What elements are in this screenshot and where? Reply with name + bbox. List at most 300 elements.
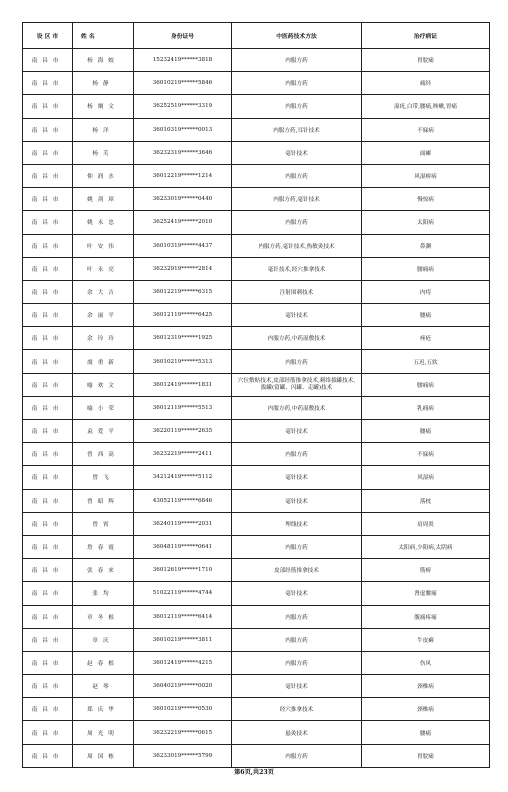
disease-cell-text: 面瘫 bbox=[419, 150, 432, 157]
method-cell bbox=[232, 651, 362, 674]
id-number-cell bbox=[134, 211, 232, 234]
method-cell bbox=[232, 72, 362, 95]
city-cell bbox=[23, 234, 73, 257]
id-number-cell bbox=[134, 721, 232, 744]
table-row bbox=[23, 489, 490, 512]
disease-cell-text: 胃脘痛 bbox=[417, 58, 434, 65]
id-number-cell bbox=[134, 95, 232, 118]
id-number-cell-text: 43052119******6846 bbox=[152, 497, 213, 504]
disease-cell bbox=[362, 118, 490, 141]
id-number-cell bbox=[134, 72, 232, 95]
city-cell-text: 南昌市 bbox=[31, 197, 64, 204]
id-number-cell-text: 36233019******0440 bbox=[152, 196, 213, 203]
method-cell bbox=[232, 535, 362, 558]
city-cell-text: 南昌市 bbox=[31, 660, 64, 667]
method-cell-text: 悬灸技术 bbox=[285, 730, 308, 737]
method-cell-text: 内服方药,毫针技术,热敏灸技术 bbox=[258, 243, 335, 250]
method-cell-text: 内服方药,耳针技术 bbox=[273, 127, 320, 134]
method-cell bbox=[232, 582, 362, 605]
table-row bbox=[23, 559, 490, 582]
city-cell bbox=[23, 559, 73, 582]
disease-cell-text: 腰痛病 bbox=[417, 266, 434, 273]
table-row bbox=[23, 744, 490, 767]
table-row bbox=[23, 118, 490, 141]
method-cell-text: 毫针技术 bbox=[285, 591, 308, 598]
method-cell-text: 毫针技术 bbox=[285, 150, 308, 157]
name-cell-text: 郑庆华 bbox=[87, 707, 119, 714]
id-number-cell bbox=[134, 466, 232, 489]
name-cell bbox=[73, 559, 134, 582]
method-cell bbox=[232, 443, 362, 466]
id-number-cell bbox=[134, 141, 232, 164]
name-cell-text: 袁爱平 bbox=[87, 429, 119, 436]
name-cell bbox=[73, 234, 134, 257]
method-cell bbox=[232, 744, 362, 767]
id-number-cell-text: 36233019******5799 bbox=[152, 752, 213, 759]
method-cell-text: 毫针技术 bbox=[285, 684, 308, 691]
table-row bbox=[23, 721, 490, 744]
id-number-cell bbox=[134, 49, 232, 72]
disease-cell bbox=[362, 489, 490, 512]
disease-cell bbox=[362, 559, 490, 582]
id-number-cell bbox=[134, 605, 232, 628]
disease-cell-text: 五迟,五软 bbox=[413, 359, 438, 366]
city-cell bbox=[23, 72, 73, 95]
method-cell bbox=[232, 188, 362, 211]
name-cell-text: 赵琴 bbox=[92, 684, 114, 691]
table-row bbox=[23, 628, 490, 651]
id-number-cell bbox=[134, 489, 232, 512]
id-number-cell bbox=[134, 164, 232, 187]
disease-cell bbox=[362, 164, 490, 187]
header-city: 设 区 市 bbox=[23, 23, 73, 49]
id-number-cell-text: 36012419******1831 bbox=[152, 381, 213, 388]
method-cell-text: 内服方药 bbox=[285, 637, 308, 644]
name-cell-text: 曾霄 bbox=[92, 521, 114, 528]
method-cell bbox=[232, 721, 362, 744]
disease-cell-text: 内痔 bbox=[419, 289, 432, 296]
id-number-cell bbox=[134, 582, 232, 605]
method-cell-text: 内服方药,毫针技术 bbox=[273, 197, 320, 204]
table-row bbox=[23, 95, 490, 118]
method-cell bbox=[232, 512, 362, 535]
table-row bbox=[23, 164, 490, 187]
name-cell bbox=[73, 651, 134, 674]
disease-cell-text: 伤风 bbox=[419, 660, 432, 667]
name-cell-text: 叶永亮 bbox=[87, 266, 119, 273]
id-number-cell-text: 36012319******1925 bbox=[152, 335, 213, 342]
disease-cell bbox=[362, 512, 490, 535]
id-number-cell bbox=[134, 651, 232, 674]
table-row bbox=[23, 373, 490, 396]
id-number-cell-text: 36040219******0020 bbox=[152, 683, 213, 690]
method-cell-text: 埋线技术 bbox=[285, 521, 308, 528]
disease-cell-text: 腰痛 bbox=[419, 730, 432, 737]
city-cell bbox=[23, 118, 73, 141]
city-cell-text: 南昌市 bbox=[31, 359, 64, 366]
name-cell-text: 仰润水 bbox=[87, 174, 119, 181]
city-cell bbox=[23, 257, 73, 280]
name-cell bbox=[73, 373, 134, 396]
name-cell bbox=[73, 280, 134, 303]
id-number-cell bbox=[134, 559, 232, 582]
id-number-cell-text: 36252419******2010 bbox=[152, 219, 213, 226]
name-cell-text: 喻小荣 bbox=[87, 405, 119, 412]
certificate-table bbox=[22, 22, 490, 768]
disease-cell-text: 腰痛病 bbox=[417, 382, 434, 389]
id-number-cell bbox=[134, 420, 232, 443]
disease-cell bbox=[362, 141, 490, 164]
name-cell bbox=[73, 466, 134, 489]
id-number-cell bbox=[134, 234, 232, 257]
table-row bbox=[23, 234, 490, 257]
city-cell bbox=[23, 512, 73, 535]
id-number-cell-text: 15232419******3818 bbox=[152, 57, 213, 64]
id-number-cell bbox=[134, 535, 232, 558]
disease-cell bbox=[362, 280, 490, 303]
disease-cell bbox=[362, 466, 490, 489]
name-cell-text: 周光明 bbox=[87, 730, 119, 737]
name-cell-text: 杨静 bbox=[92, 81, 114, 88]
disease-cell-text: 胃脘痛 bbox=[417, 753, 434, 760]
table-row bbox=[23, 420, 490, 443]
table-row bbox=[23, 466, 490, 489]
name-cell bbox=[73, 72, 134, 95]
city-cell-text: 南昌市 bbox=[31, 266, 64, 273]
city-cell bbox=[23, 535, 73, 558]
method-cell bbox=[232, 118, 362, 141]
id-number-cell bbox=[134, 280, 232, 303]
name-cell bbox=[73, 188, 134, 211]
name-cell bbox=[73, 350, 134, 373]
table-row bbox=[23, 698, 490, 721]
city-cell bbox=[23, 141, 73, 164]
city-cell-text: 南昌市 bbox=[31, 150, 64, 157]
id-number-cell-text: 36012219******1214 bbox=[152, 173, 213, 180]
method-cell bbox=[232, 396, 362, 419]
city-cell-text: 南昌市 bbox=[31, 637, 64, 644]
id-number-cell bbox=[134, 257, 232, 280]
id-number-cell bbox=[134, 675, 232, 698]
name-cell-text: 杨洋 bbox=[92, 127, 114, 134]
id-number-cell-text: 36012619******1710 bbox=[152, 567, 213, 574]
city-cell-text: 南昌市 bbox=[31, 243, 64, 250]
name-cell-text: 章冬根 bbox=[87, 614, 119, 621]
disease-cell-text: 颈椎病 bbox=[417, 707, 434, 714]
name-cell-text: 杨海蛟 bbox=[87, 58, 119, 65]
name-cell bbox=[73, 443, 134, 466]
id-number-cell-text: 36012119******6425 bbox=[152, 312, 213, 319]
id-number-cell-text: 36010219******3811 bbox=[152, 636, 213, 643]
table-row bbox=[23, 582, 490, 605]
id-number-cell bbox=[134, 373, 232, 396]
header-method: 中医药技术方法 bbox=[232, 23, 362, 49]
disease-cell bbox=[362, 188, 490, 211]
city-cell-text: 南昌市 bbox=[31, 81, 64, 88]
method-cell-text: 注射围刺技术 bbox=[279, 289, 314, 296]
disease-cell-text: 太阳病 bbox=[417, 220, 434, 227]
method-cell-text: 内服方药 bbox=[285, 81, 308, 88]
method-cell-text: 毫针技术 bbox=[285, 498, 308, 505]
disease-cell-text: 慢惊病 bbox=[417, 197, 434, 204]
id-number-cell bbox=[134, 118, 232, 141]
name-cell bbox=[73, 164, 134, 187]
name-cell bbox=[73, 95, 134, 118]
disease-cell bbox=[362, 49, 490, 72]
name-cell-text: 姚永忠 bbox=[87, 220, 119, 227]
disease-cell bbox=[362, 698, 490, 721]
id-number-cell-text: 36010219******0530 bbox=[152, 706, 213, 713]
disease-cell-text: 筋痹 bbox=[419, 568, 432, 575]
city-cell-text: 南昌市 bbox=[31, 174, 64, 181]
id-number-cell bbox=[134, 350, 232, 373]
disease-cell bbox=[362, 628, 490, 651]
disease-cell bbox=[362, 373, 490, 396]
disease-cell-text: 风湿病 bbox=[417, 475, 434, 482]
method-cell bbox=[232, 95, 362, 118]
city-cell-text: 南昌市 bbox=[31, 220, 64, 227]
id-number-cell bbox=[134, 304, 232, 327]
disease-cell bbox=[362, 605, 490, 628]
city-cell bbox=[23, 280, 73, 303]
id-number-cell-text: 36232919******2814 bbox=[152, 265, 213, 272]
disease-cell bbox=[362, 744, 490, 767]
city-cell-text: 南昌市 bbox=[31, 545, 64, 552]
city-cell bbox=[23, 327, 73, 350]
table-row bbox=[23, 350, 490, 373]
city-cell-text: 南昌市 bbox=[31, 591, 64, 598]
city-cell-text: 南昌市 bbox=[31, 452, 64, 459]
city-cell bbox=[23, 605, 73, 628]
disease-cell-text: 腰痛 bbox=[419, 313, 432, 320]
disease-cell bbox=[362, 443, 490, 466]
city-cell bbox=[23, 304, 73, 327]
city-cell bbox=[23, 443, 73, 466]
method-cell bbox=[232, 234, 362, 257]
city-cell-text: 南昌市 bbox=[31, 707, 64, 714]
name-cell bbox=[73, 721, 134, 744]
method-cell-text: 内服方药,中药湿敷技术 bbox=[267, 405, 326, 412]
table-row bbox=[23, 535, 490, 558]
header-id: 身份证号 bbox=[134, 23, 232, 49]
city-cell-text: 南昌市 bbox=[31, 475, 64, 482]
city-cell bbox=[23, 582, 73, 605]
id-number-cell bbox=[134, 327, 232, 350]
disease-cell-text: 腹痛疼痛 bbox=[414, 614, 437, 621]
city-cell-text: 南昌市 bbox=[31, 753, 64, 760]
city-cell bbox=[23, 675, 73, 698]
city-cell bbox=[23, 164, 73, 187]
disease-cell-text: 牛皮癣 bbox=[417, 637, 434, 644]
disease-cell-text: 痤疮 bbox=[419, 336, 432, 343]
method-cell bbox=[232, 350, 362, 373]
table-row bbox=[23, 72, 490, 95]
disease-cell bbox=[362, 420, 490, 443]
method-cell bbox=[232, 257, 362, 280]
id-number-cell-text: 36232219******2411 bbox=[152, 451, 213, 458]
name-cell-text: 赵春根 bbox=[87, 660, 119, 667]
city-cell-text: 南昌市 bbox=[31, 498, 64, 505]
disease-cell-text: 落枕 bbox=[419, 498, 432, 505]
method-cell-text: 内服方药 bbox=[285, 545, 308, 552]
method-cell-text: 内服方药 bbox=[285, 174, 308, 181]
id-number-cell-text: 34212419******5112 bbox=[152, 474, 213, 481]
city-cell bbox=[23, 95, 73, 118]
table-row bbox=[23, 49, 490, 72]
method-cell-text: 毫针技术 bbox=[285, 313, 308, 320]
name-cell-text: 杨炯文 bbox=[87, 104, 119, 111]
name-cell-text: 张均 bbox=[92, 591, 114, 598]
name-cell-text: 余大吉 bbox=[87, 289, 119, 296]
name-cell bbox=[73, 49, 134, 72]
method-cell bbox=[232, 164, 362, 187]
city-cell bbox=[23, 628, 73, 651]
id-number-cell bbox=[134, 744, 232, 767]
id-number-cell-text: 36012119******6414 bbox=[152, 613, 213, 620]
id-number-cell-text: 36010319******4437 bbox=[152, 242, 213, 249]
id-number-cell bbox=[134, 512, 232, 535]
name-cell bbox=[73, 118, 134, 141]
city-cell bbox=[23, 698, 73, 721]
disease-cell bbox=[362, 211, 490, 234]
disease-cell bbox=[362, 72, 490, 95]
id-number-cell-text: 36252519******3319 bbox=[152, 103, 213, 110]
table-row bbox=[23, 327, 490, 350]
city-cell bbox=[23, 744, 73, 767]
name-cell bbox=[73, 141, 134, 164]
table-row bbox=[23, 188, 490, 211]
name-cell bbox=[73, 582, 134, 605]
disease-cell bbox=[362, 234, 490, 257]
name-cell-text: 虞重新 bbox=[87, 359, 119, 366]
method-cell-text: 毫针技术 bbox=[285, 429, 308, 436]
method-cell bbox=[232, 675, 362, 698]
id-number-cell-text: 36012219******6315 bbox=[152, 288, 213, 295]
id-number-cell-text: 36232219******0615 bbox=[152, 729, 213, 736]
name-cell-text: 周国栋 bbox=[87, 753, 119, 760]
name-cell bbox=[73, 211, 134, 234]
table-row bbox=[23, 257, 490, 280]
disease-cell bbox=[362, 675, 490, 698]
id-number-cell-text: 36220119******2635 bbox=[152, 428, 213, 435]
city-cell-text: 南昌市 bbox=[31, 289, 64, 296]
method-cell-text: 内服方药,中药湿敷技术 bbox=[267, 336, 326, 343]
table-row bbox=[23, 443, 490, 466]
method-cell bbox=[232, 698, 362, 721]
disease-cell-text: 不寐病 bbox=[417, 452, 434, 459]
table-row bbox=[23, 141, 490, 164]
name-cell-text: 余丽平 bbox=[87, 313, 119, 320]
name-cell bbox=[73, 396, 134, 419]
name-cell bbox=[73, 675, 134, 698]
city-cell bbox=[23, 721, 73, 744]
method-cell bbox=[232, 49, 362, 72]
city-cell bbox=[23, 651, 73, 674]
name-cell bbox=[73, 489, 134, 512]
city-cell-text: 南昌市 bbox=[31, 614, 64, 621]
method-cell bbox=[232, 466, 362, 489]
city-cell bbox=[23, 489, 73, 512]
method-cell-text: 经穴推拿技术 bbox=[279, 707, 314, 714]
name-cell-text: 曾飞 bbox=[92, 475, 114, 482]
name-cell bbox=[73, 535, 134, 558]
name-cell bbox=[73, 327, 134, 350]
name-cell bbox=[73, 257, 134, 280]
header-disease: 治疗病证 bbox=[362, 23, 490, 49]
name-cell-text: 余玲玲 bbox=[87, 336, 119, 343]
method-cell-text: 毫针技术 bbox=[285, 475, 308, 482]
city-cell bbox=[23, 211, 73, 234]
table-row bbox=[23, 651, 490, 674]
method-cell-text: 内服方药 bbox=[285, 452, 308, 459]
page-footer: 第6页,共23页 bbox=[234, 769, 274, 776]
name-cell-text: 章庆 bbox=[92, 637, 114, 644]
table-row bbox=[23, 396, 490, 419]
id-number-cell bbox=[134, 698, 232, 721]
name-cell bbox=[73, 628, 134, 651]
method-cell-text: 毫针技术,经穴推拿技术 bbox=[267, 266, 326, 273]
disease-cell-text: 颈椎病 bbox=[417, 684, 434, 691]
method-cell-text: 内服方药 bbox=[285, 58, 308, 65]
disease-cell bbox=[362, 396, 490, 419]
id-number-cell bbox=[134, 628, 232, 651]
disease-cell-text: 乳痈病 bbox=[417, 405, 434, 412]
method-cell bbox=[232, 211, 362, 234]
disease-cell bbox=[362, 327, 490, 350]
disease-cell-text: 风湿痹病 bbox=[414, 174, 437, 181]
table-row bbox=[23, 675, 490, 698]
method-cell bbox=[232, 559, 362, 582]
name-cell bbox=[73, 304, 134, 327]
table-row bbox=[23, 211, 490, 234]
id-number-cell-text: 36012419******4215 bbox=[152, 659, 213, 666]
disease-cell-text: 不寐病 bbox=[417, 127, 434, 134]
method-cell bbox=[232, 489, 362, 512]
city-cell-text: 南昌市 bbox=[31, 521, 64, 528]
method-cell bbox=[232, 605, 362, 628]
id-number-cell-text: 36012119******5513 bbox=[152, 404, 213, 411]
method-cell bbox=[232, 420, 362, 443]
method-cell bbox=[232, 327, 362, 350]
method-cell bbox=[232, 141, 362, 164]
method-cell-text: 内服方药 bbox=[285, 220, 308, 227]
city-cell-text: 南昌市 bbox=[31, 730, 64, 737]
method-cell bbox=[232, 373, 362, 396]
city-cell-text: 南昌市 bbox=[31, 382, 64, 389]
disease-cell-text: 肩周炎 bbox=[417, 521, 434, 528]
city-cell-text: 南昌市 bbox=[31, 336, 64, 343]
id-number-cell-text: 51022119******4744 bbox=[152, 590, 213, 597]
name-cell bbox=[73, 698, 134, 721]
name-cell bbox=[73, 605, 134, 628]
name-cell bbox=[73, 420, 134, 443]
method-cell-text: 内服方药 bbox=[285, 753, 308, 760]
name-cell-text: 詹春霞 bbox=[87, 545, 119, 552]
name-cell-text: 杨芙 bbox=[92, 150, 114, 157]
disease-cell-text: 鼻渊 bbox=[419, 243, 432, 250]
city-cell bbox=[23, 188, 73, 211]
name-cell-text: 曾西高 bbox=[87, 452, 119, 459]
name-cell-text: 曾昭辉 bbox=[87, 498, 119, 505]
id-number-cell-text: 36048119******0641 bbox=[152, 544, 213, 551]
method-cell bbox=[232, 628, 362, 651]
city-cell bbox=[23, 350, 73, 373]
disease-cell-text: 痛经 bbox=[419, 81, 432, 88]
table-row bbox=[23, 280, 490, 303]
city-cell-text: 南昌市 bbox=[31, 684, 64, 691]
id-number-cell bbox=[134, 396, 232, 419]
disease-cell-text: 腰痛 bbox=[419, 429, 432, 436]
